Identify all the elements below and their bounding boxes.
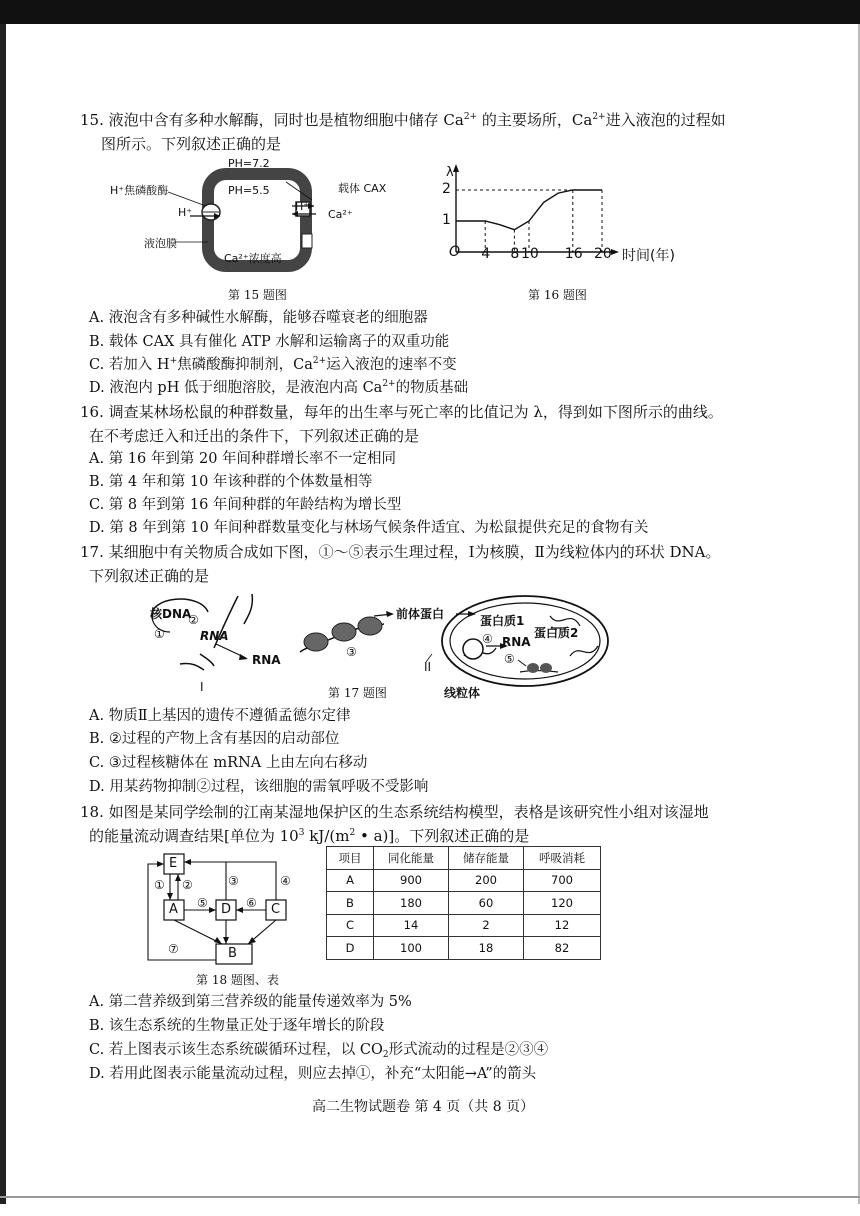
q17-option-b: B. ②过程的产物上含有基因的启动部位 — [89, 731, 340, 747]
flow4-label: ④ — [280, 874, 291, 888]
table-row — [327, 869, 601, 892]
table-cell: D — [327, 937, 374, 960]
q18-option-b: B. 该生态系统的生物量正处于逐年增长的阶段 — [89, 1018, 385, 1034]
table-header: 同化能量 — [374, 847, 449, 870]
circular-dna — [463, 639, 483, 659]
rna-label-1: RNA — [200, 629, 229, 643]
q17-stem-line1: 17. 某细胞中有关物质合成如下图，①～⑤表示生理过程，Ⅰ为核膜，Ⅱ为线粒体内的环状 DNA。 — [80, 543, 721, 561]
protein2-label: 蛋白质2 — [534, 626, 579, 640]
step3-label: ③ — [346, 645, 357, 659]
table-row — [327, 937, 601, 960]
q15-stem-line1: 15. 液泡中含有多种水解酶，同时也是植物细胞中储存 $Ca^{2+}$ 的主要场所，$Ca^{2+}$进入液泡的过程如 — [80, 111, 726, 129]
energy-flow-table — [326, 846, 601, 960]
q18-stem-line1: 18. 如图是某同学绘制的江南某湿地保护区的生态系统结构模型，表格是该研究性小组对该湿地 — [80, 803, 709, 821]
node-c-label: C — [271, 902, 281, 917]
h-right-label: H⁺ — [295, 200, 310, 213]
table-header-row — [327, 847, 601, 870]
y-tick-label: 1 — [442, 212, 451, 228]
flow6-label: ⑥ — [246, 896, 257, 910]
q18-option-c: C. 若上图表示该生态系统碳循环过程，以 $CO_2$形式流动的过程是②③④ — [89, 1042, 549, 1060]
scan-border-left — [0, 24, 6, 1204]
table-header: 储存能量 — [449, 847, 524, 870]
step4-label: ④ — [482, 632, 493, 646]
page-footer: 高二生物试题卷 第 4 页（共 8 页） — [312, 1099, 535, 1115]
table-row — [327, 892, 601, 915]
q15-option-c: C. 若加入 H+焦磷酸酶抑制剂，$Ca^{2+}$运入液泡的速率不变 — [89, 356, 457, 373]
x-tick-label: 10 — [521, 246, 539, 262]
nuclear-envelope-bottom — [200, 654, 214, 666]
rna-label-3: RNA — [502, 635, 531, 649]
x-axis-label: 时间(年) — [622, 248, 675, 264]
flow7-label: ⑦ — [168, 942, 179, 956]
q17-option-c: C. ③过程核糖体在 mRNA 上由左向右移动 — [89, 755, 368, 771]
table-cell: 2 — [449, 914, 524, 937]
x-tick-label: 20 — [594, 246, 612, 262]
table-header: 呼吸消耗 — [524, 847, 601, 870]
table-cell: 100 — [374, 937, 449, 960]
fig16-caption: 第 16 题图 — [528, 288, 587, 302]
node-b-label: B — [228, 946, 237, 961]
node-d-label: D — [221, 902, 232, 917]
protein1-label: 蛋白质1 — [480, 614, 525, 628]
ribosome-2 — [332, 623, 356, 641]
origin-label: O — [449, 244, 461, 260]
fig15-caption: 第 15 题图 — [228, 288, 287, 302]
flow3-label: ③ — [228, 874, 239, 888]
table-cell: 200 — [449, 869, 524, 892]
table-row — [327, 914, 601, 937]
table-cell: A — [327, 869, 374, 892]
table-cell: 12 — [524, 914, 601, 937]
y-axis-label: λ — [446, 165, 454, 180]
q17-option-a: A. 物质Ⅱ上基因的遗传不遵循孟德尔定律 — [89, 708, 351, 724]
x-tick-label: 4 — [481, 246, 491, 262]
node-a-label: A — [169, 902, 178, 917]
step5-label: ⑤ — [504, 652, 515, 666]
q15-option-a: A. 液泡含有多种碱性水解酶，能够吞噬衰老的细胞器 — [89, 310, 428, 326]
fig17-caption: 第 17 题图 — [328, 686, 387, 700]
table-cell: C — [327, 914, 374, 937]
carrier-label: 载体 CAX — [338, 182, 387, 195]
table-cell: 60 — [449, 892, 524, 915]
table-cell: 14 — [374, 914, 449, 937]
q16-option-a: A. 第 16 年到第 20 年间种群增长率不一定相同 — [89, 451, 397, 467]
q16-stem-line1: 16. 调查某林场松鼠的种群数量，每年的出生率与死亡率的比值记为 λ，得到如下图所示的曲线。 — [80, 403, 723, 421]
x-tick-label: 16 — [564, 246, 583, 262]
q15-option-d: D. 液泡内 pH 低于细胞溶胶，是液泡内高 $Ca^{2+}$的物质基础 — [89, 379, 469, 396]
q16-option-b: B. 第 4 年和第 10 年该种群的个体数量相等 — [89, 474, 373, 490]
q15-option-b: B. 载体 CAX 具有催化 ATP 水解和运输离子的双重功能 — [89, 334, 450, 350]
q16-option-d: D. 第 8 年到第 10 年间种群数量变化与林场气候条件适宜、为松鼠提供充足的食物有关 — [89, 520, 649, 536]
y-tick-label: 2 — [442, 181, 451, 197]
table-cell: 18 — [449, 937, 524, 960]
ca-concentration-label: Ca²⁺浓度高 — [224, 252, 282, 265]
fig17-protein-synthesis-diagram — [140, 586, 640, 701]
table-cell: 900 — [374, 869, 449, 892]
nuclear-dna-label: 核DNA — [150, 607, 192, 621]
h-left-label: H⁺ — [178, 206, 193, 219]
roman-i-label: I — [200, 680, 204, 694]
membrane-label: 液泡膜 — [144, 237, 177, 250]
flow2-label: ② — [182, 878, 193, 892]
flow5-label: ⑤ — [197, 896, 208, 910]
ph-inside-label: PH=5.5 — [228, 184, 270, 197]
x-tick-label: 8 — [510, 246, 520, 262]
rna-label-2: RNA — [252, 653, 281, 667]
table-cell: 700 — [524, 869, 601, 892]
nuclear-envelope-top — [244, 594, 252, 624]
roman-ii-label: II — [424, 660, 432, 674]
scan-border-top — [0, 0, 860, 24]
table-cell: 82 — [524, 937, 601, 960]
q17-stem-line2: 下列叙述正确的是 — [89, 567, 210, 585]
table-cell: 180 — [374, 892, 449, 915]
ribosome-1 — [304, 633, 328, 651]
q15-stem-line2: 图所示。下列叙述正确的是 — [101, 135, 282, 153]
step2-label: ② — [188, 613, 199, 627]
table-cell: B — [327, 892, 374, 915]
q16-stem-line2: 在不考虑迁入和迁出的条件下，下列叙述正确的是 — [89, 427, 420, 445]
q17-option-d: D. 用某药物抑制②过程，该细胞的需氧呼吸不受影响 — [89, 779, 429, 795]
flow1-label: ① — [154, 878, 165, 892]
q18-option-d: D. 若用此图表示能量流动过程，则应去掉①，补充“太阳能→A”的箭头 — [89, 1066, 537, 1082]
node-e-label: E — [169, 856, 178, 871]
fig18-caption: 第 18 题图、表 — [196, 973, 279, 987]
ribosome-3 — [358, 617, 382, 635]
scan-border-bottom — [0, 1196, 860, 1198]
q18-option-a: A. 第二营养级到第三营养级的能量传递效率为 5% — [89, 994, 412, 1010]
q18-stem-line2: 的能量流动调查结果[单位为 $10^3$ $kJ/(m^2$ • a)]。下列叙述正确的是 — [89, 827, 530, 845]
step1-label: ① — [154, 627, 165, 641]
ph-outside-label: PH=7.2 — [228, 157, 270, 170]
precursor-protein-label: 前体蛋白 — [396, 607, 445, 621]
table-header: 项目 — [327, 847, 374, 870]
mitochondrion-label: 线粒体 — [444, 686, 481, 700]
enzyme-label: H⁺焦磷酸酶 — [110, 184, 169, 197]
ca-label: Ca²⁺ — [328, 208, 353, 221]
q16-option-c: C. 第 8 年到第 16 年间种群的年龄结构为增长型 — [89, 497, 402, 513]
table-cell: 120 — [524, 892, 601, 915]
